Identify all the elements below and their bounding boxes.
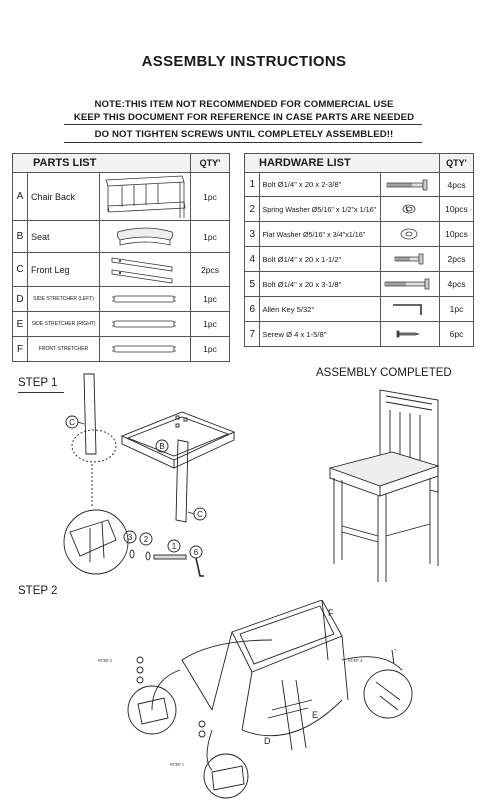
table-row: [245, 247, 474, 272]
part-name: Chair Back: [28, 173, 100, 221]
hardware-name: Flat Washer Ø5/16" x 3/4"x1/16": [260, 222, 381, 247]
hardware-number: 3: [245, 222, 260, 247]
hardware-qty: 6pc: [439, 322, 473, 347]
screw-icon: [381, 322, 440, 347]
note-do-not-tighten: DO NOT TIGHTEN SCREWS UNTIL COMPLETELY ASSEMBLED!!: [94, 129, 394, 140]
completed-chair-illustration: [320, 386, 460, 586]
hardware-name: Serew Ø 4 x 1-5/8": [260, 322, 381, 347]
table-row: [245, 197, 474, 222]
hardware-name: Bolt Ø1/4" x 20 x 2-3/8": [260, 173, 381, 197]
hardware-number: 1: [245, 173, 260, 197]
callout-b: B: [159, 442, 165, 451]
callout-2: 2: [143, 535, 149, 544]
table-row: [13, 287, 230, 312]
hardware-qty-header: QTY': [439, 154, 473, 173]
stretcher-icon: [100, 312, 191, 337]
hardware-name: Spring Washer Ø5/16" x 1/2"x 1/16": [260, 197, 381, 222]
short-bolt-icon: [381, 247, 440, 272]
table-row: [245, 297, 474, 322]
part-qty: 1pc: [191, 312, 230, 337]
hardware-name: Allen Key 5/32": [260, 297, 381, 322]
callout-6: 6: [193, 548, 199, 557]
step1-small-label: STEP 1: [170, 762, 184, 767]
table-row: [13, 173, 230, 221]
part-letter: C: [13, 253, 28, 287]
hardware-name: Bolt Ø1/4" x 20 x 3-1/8": [260, 272, 381, 297]
part-qty: 1pc: [191, 337, 230, 362]
step2-diagram: [92, 600, 422, 800]
table-row: [13, 221, 230, 253]
stretcher-icon: [100, 287, 191, 312]
hardware-qty: 4pcs: [439, 173, 473, 197]
divider: [64, 142, 422, 143]
flat-washer-icon: [381, 222, 440, 247]
part-name: Seat: [28, 221, 100, 253]
parts-list-table: [12, 153, 230, 362]
hardware-number: 4: [245, 247, 260, 272]
step2-small-label: STEP 2: [98, 658, 112, 663]
page-title: ASSEMBLY INSTRUCTIONS: [141, 53, 347, 70]
callout-c: C: [69, 418, 75, 427]
callout-1: 1: [171, 542, 177, 551]
hardware-qty: 2pcs: [439, 247, 473, 272]
part-letter: F: [13, 337, 28, 362]
part-name: FRONT STRETCHER: [28, 337, 100, 362]
table-row: [13, 253, 230, 287]
chair-back-icon: [100, 173, 191, 221]
hardware-number: 2: [245, 197, 260, 222]
assembly-completed-label: ASSEMBLY COMPLETED: [316, 367, 452, 379]
hardware-number: 7: [245, 322, 260, 347]
long-bolt-icon: [381, 272, 440, 297]
table-row: [245, 222, 474, 247]
front-leg-icon: [100, 253, 191, 287]
seat-icon: [100, 221, 191, 253]
spring-washer-icon: [381, 197, 440, 222]
table-row: [245, 322, 474, 347]
hardware-qty: 4pcs: [439, 272, 473, 297]
step1-diagram: [50, 372, 270, 582]
hardware-qty: 10pcs: [439, 197, 473, 222]
table-row: [13, 312, 230, 337]
part-name: SIDE STRETCHER (RIGHT): [28, 312, 100, 337]
part-name: SIDE STRETCHER (LEFT): [28, 287, 100, 312]
note-commercial: NOTE:THIS ITEM NOT RECOMMENDED FOR COMMERCIAL USE: [94, 99, 394, 110]
part-qty: 2pcs: [191, 253, 230, 287]
part-letter: A: [13, 173, 28, 221]
long-bolt-icon: [381, 173, 440, 197]
hardware-qty: 1pc: [439, 297, 473, 322]
step2-label: STEP 2: [18, 585, 58, 597]
part-qty: 1pc: [191, 173, 230, 221]
allen-key-icon: [381, 297, 440, 322]
table-row: [13, 337, 230, 362]
step1-label: STEP 1: [18, 377, 58, 389]
callout-7: 7: [394, 648, 397, 653]
callout-c: C: [197, 510, 203, 519]
table-row: [245, 173, 474, 197]
callout-e: E: [312, 710, 319, 720]
part-qty: 1pc: [191, 287, 230, 312]
part-letter: D: [13, 287, 28, 312]
hardware-qty: 10pcs: [439, 222, 473, 247]
table-row: [245, 272, 474, 297]
note-keep-document: KEEP THIS DOCUMENT FOR REFERENCE IN CASE PARTS ARE NEEDED: [73, 112, 415, 123]
hardware-list-table: [244, 153, 474, 347]
part-qty: 1pc: [191, 221, 230, 253]
callout-3: 3: [127, 533, 133, 542]
part-name: Front Leg: [28, 253, 100, 287]
callout-d: D: [264, 736, 271, 746]
hardware-number: 5: [245, 272, 260, 297]
stretcher-icon: [100, 337, 191, 362]
hardware-list-header: HARDWARE LIST: [245, 154, 440, 173]
parts-list-header: PARTS LIST: [13, 154, 191, 173]
hardware-name: Bolt Ø1/4" x 20 x 1-1/2": [260, 247, 381, 272]
part-letter: E: [13, 312, 28, 337]
callout-f: F: [328, 608, 334, 618]
hardware-number: 6: [245, 297, 260, 322]
step4-small-label: STEP 4: [348, 658, 362, 663]
part-letter: B: [13, 221, 28, 253]
divider: [64, 124, 422, 125]
parts-qty-header: QTY': [191, 154, 230, 173]
